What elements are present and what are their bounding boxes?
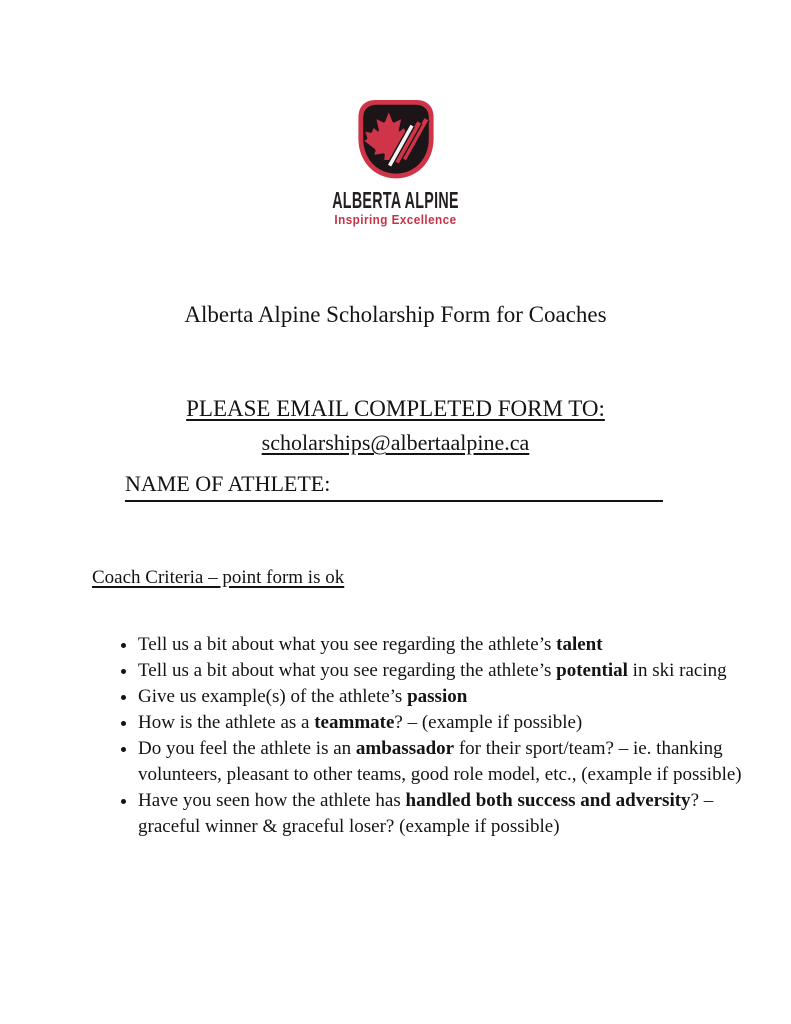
name-of-athlete-field [125, 471, 663, 502]
list-item: • Give us example(s) of the athlete’s passion [138, 684, 754, 710]
criteria-heading: Coach Criteria – point form is ok [92, 567, 345, 588]
alberta-alpine-shield-icon [356, 98, 436, 182]
logo [0, 98, 791, 227]
list-item: • Tell us a bit about what you see regarding the athlete’s potential in ski racing [138, 658, 754, 684]
criteria-list [92, 632, 754, 840]
list-item: • Do you feel the athlete is an ambassador for their sport/team? – ie. thanking volunteers, pleasant to other teams, good role model, etc., (example if possible) [138, 736, 754, 788]
list-item: • How is the athlete as a teammate? – (example if possible) [138, 710, 754, 736]
logo-wordmark: ALBERTA ALPINE [332, 187, 459, 213]
email-instruction-block [0, 392, 791, 459]
name-of-athlete-label: NAME OF ATHLETE: [125, 471, 331, 496]
page-title: Alberta Alpine Scholarship Form for Coaches [184, 302, 607, 327]
email-address: scholarships@albertaalpine.ca [261, 430, 530, 455]
email-instruction: PLEASE EMAIL COMPLETED FORM TO: [186, 396, 605, 421]
list-item: • Have you seen how the athlete has handled both success and adversity? – graceful winner & graceful loser? (example if possible) [138, 788, 754, 840]
logo-tagline: Inspiring Excellence [334, 212, 457, 227]
list-item: • Tell us a bit about what you see regarding the athlete’s talent [138, 632, 754, 658]
